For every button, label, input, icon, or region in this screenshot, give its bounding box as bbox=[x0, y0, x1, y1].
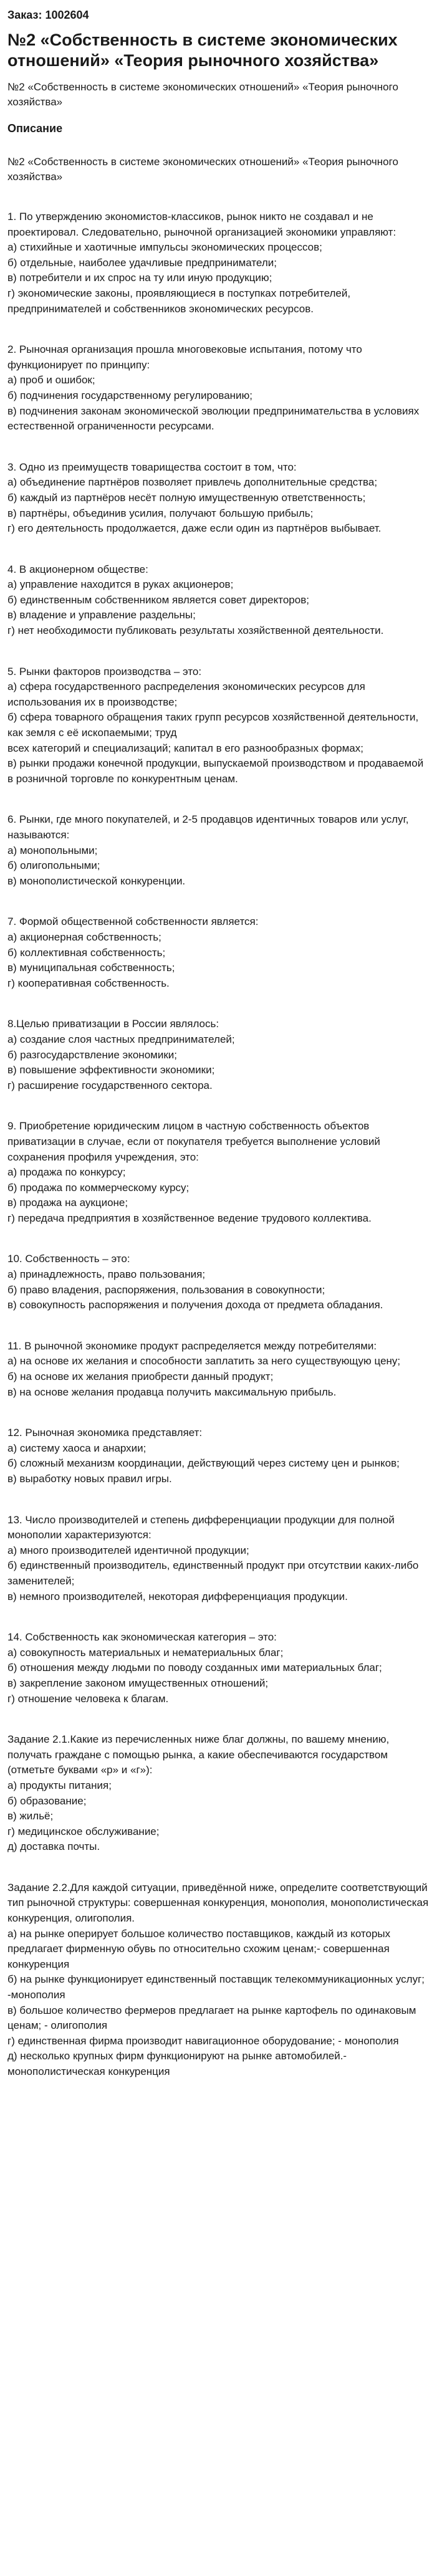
question-block bbox=[7, 664, 430, 787]
question-text: 10. Собственность – это: bbox=[7, 1253, 130, 1265]
question-block bbox=[7, 1119, 430, 1226]
answer-option: а) принадлежность, право пользования; bbox=[7, 1268, 206, 1281]
answer-option: г) экономические законы, проявляющиеся в поступках потребителей, предпринимателей и собственников экономических ресурсов. bbox=[7, 287, 351, 315]
question-text: 2. Рыночная организация прошла многовековые испытания, потому что функционирует по принципу: bbox=[7, 343, 362, 371]
answer-option: г) отношение человека к благам. bbox=[7, 1692, 169, 1705]
answer-option: а) систему хаоса и анархии; bbox=[7, 1442, 146, 1454]
answer-option: в) владение и управление раздельны; bbox=[7, 609, 196, 621]
answer-option: г) нет необходимости публиковать результаты хозяйственной деятельности. bbox=[7, 625, 384, 637]
answer-option: а) много производителей идентичной продукции; bbox=[7, 1544, 249, 1556]
answer-option: б) олигопольными; bbox=[7, 859, 100, 872]
answer-option: б) на рынке функционирует единственный поставщик телекоммуникационных услуг; -монополия bbox=[7, 1973, 425, 2001]
answer-option: б) сфера товарного обращения таких групп ресурсов хозяйственной деятельности, как земля с её ископаемыми; труд bbox=[7, 711, 419, 739]
question-block bbox=[7, 1425, 430, 1487]
description-lead: №2 «Собственность в системе экономических отношений» «Теория рыночного хозяйства» bbox=[7, 156, 398, 183]
answer-option: в) выработку новых правил игры. bbox=[7, 1473, 172, 1485]
answer-option: в) муниципальная собственность; bbox=[7, 962, 175, 974]
answer-option: б) право владения, распоряжения, пользования в совокупности; bbox=[7, 1283, 325, 1296]
page-subtitle: №2 «Собственность в системе экономических отношений» «Теория рыночного хозяйства» bbox=[7, 81, 398, 108]
answer-option: в) большое количество фермеров предлагает на рынке картофель по одинаковым ценам; - олигополия bbox=[7, 2004, 416, 2032]
question-block bbox=[7, 1880, 430, 2080]
question-text: 9. Приобретение юридическим лицом в частную собственность объектов приватизации в случае, если от покупателя требуется выполнение условий сохранения профиля учреждения, это: bbox=[7, 1120, 380, 1163]
answer-option: а) совокупность материальных и нематериальных благ; bbox=[7, 1646, 284, 1659]
answer-option: в) рынки продажи конечной продукции, выпускаемой производством и продаваемой в розничной торговле по конкурентным ценам. bbox=[7, 757, 424, 785]
question-text: 5. Рынки факторов производства – это: bbox=[7, 665, 202, 678]
answer-option: д) несколько крупных фирм функционируют на рынке автомобилей.- монополистическая конкуренция bbox=[7, 2050, 347, 2077]
question-text: 14. Собственность как экономическая категория – это: bbox=[7, 1631, 277, 1644]
answer-option: в) жильё; bbox=[7, 1810, 54, 1822]
question-text: Задание 2.1.Какие из перечисленных ниже благ должны, по вашему мнению, получать граждане с помощью рынка, а какие обеспечиваются государством (отметьте буквами «р» и «г»): bbox=[7, 1733, 390, 1776]
answer-option: г) медицинское обслуживание; bbox=[7, 1825, 160, 1837]
question-block bbox=[7, 1732, 430, 1855]
question-text: 7. Формой общественной собственности является: bbox=[7, 916, 259, 928]
answer-option: а) управление находится в руках акционеров; bbox=[7, 578, 234, 591]
answer-option: в) партнёры, объединив усилия, получают большую прибыль; bbox=[7, 507, 314, 519]
description-heading: Описание bbox=[7, 122, 63, 135]
answer-option: а) на основе их желания и способности заплатить за него существующую цену; bbox=[7, 1355, 401, 1367]
answer-option: б) продажа по коммерческому курсу; bbox=[7, 1181, 190, 1194]
question-list bbox=[7, 209, 430, 2080]
answer-option: а) объединение партнёров позволяет привлечь дополнительные средства; bbox=[7, 476, 378, 489]
answer-option: а) монопольными; bbox=[7, 844, 98, 856]
answer-option: б) единственным собственником является совет директоров; bbox=[7, 593, 309, 606]
question-block bbox=[7, 1339, 430, 1400]
question-block bbox=[7, 1630, 430, 1707]
answer-option: а) стихийные и хаотичные импульсы экономических процессов; bbox=[7, 241, 322, 254]
question-text: 4. В акционерном обществе: bbox=[7, 563, 148, 575]
question-block bbox=[7, 1513, 430, 1605]
answer-option: б) разгосударствление экономики; bbox=[7, 1048, 177, 1061]
answer-option: в) повышение эффективности экономики; bbox=[7, 1064, 215, 1076]
answer-option: в) продажа на аукционе; bbox=[7, 1197, 128, 1209]
answer-option: а) продажа по конкурсу; bbox=[7, 1166, 126, 1179]
answer-option: а) на рынке оперирует большое количество поставщиков, каждый из которых предлагает фирменную обувь по относительно схожим ценам;- совершенная конкуренция bbox=[7, 1927, 391, 1970]
answer-option: б) каждый из партнёров несёт полную имущественную ответственность; bbox=[7, 491, 366, 504]
question-block bbox=[7, 460, 430, 537]
question-text: 12. Рыночная экономика представляет: bbox=[7, 1427, 203, 1439]
question-block bbox=[7, 562, 430, 639]
answer-option: б) отношения между людьми по поводу созданных ими материальных благ; bbox=[7, 1662, 382, 1674]
question-block bbox=[7, 342, 430, 434]
answer-option: б) коллективная собственность; bbox=[7, 946, 166, 959]
answer-option: всех категорий и специализаций; капитал в его разнообразных формах; bbox=[7, 742, 363, 754]
answer-option: г) его деятельность продолжается, даже если один из партнёров выбывает. bbox=[7, 522, 382, 535]
question-text: 3. Одно из преимуществ товарищества состоит в том, что: bbox=[7, 461, 297, 473]
answer-option: г) кооперативная собственность. bbox=[7, 977, 170, 989]
answer-option: а) создание слоя частных предпринимателей; bbox=[7, 1033, 235, 1045]
question-text: 1. По утверждению экономистов-классиков, рынок никто не создавал и не проектировал. Следовательно, рыночной организацией экономики управляют: bbox=[7, 211, 396, 238]
answer-option: г) единственная фирма производит навигационное оборудование; - монополия bbox=[7, 2034, 399, 2047]
question-block bbox=[7, 209, 430, 317]
question-block bbox=[7, 1252, 430, 1313]
answer-option: б) сложный механизм координации, действующий через систему цен и рынков; bbox=[7, 1457, 400, 1470]
answer-option: г) передача предприятия в хозяйственное ведение трудового коллектива. bbox=[7, 1212, 372, 1224]
question-text: Задание 2.2.Для каждой ситуации, приведённой ниже, определите соответствующий тип рыночной структуры: совершенная конкуренция, монополия, монополистическая конкуренция, олигополия. bbox=[7, 1881, 429, 1925]
question-text: 13. Число производителей и степень дифференциации продукции для полной монополии характеризуются: bbox=[7, 1513, 395, 1541]
answer-option: в) потребители и их спрос на ту или иную продукцию; bbox=[7, 272, 272, 284]
answer-option: б) на основе их желания приобрести данный продукт; bbox=[7, 1371, 274, 1383]
answer-option: в) монополистической конкуренции. bbox=[7, 874, 186, 887]
answer-option: б) образование; bbox=[7, 1794, 87, 1807]
answer-option: а) сфера государственного распределения экономических ресурсов для использования их в производстве; bbox=[7, 681, 365, 708]
answer-option: а) акционерная собственность; bbox=[7, 931, 161, 943]
question-text: 6. Рынки, где много покупателей, и 2-5 продавцов идентичных товаров или услуг, называются: bbox=[7, 813, 409, 841]
answer-option: в) закрепление законом имущественных отношений; bbox=[7, 1677, 269, 1689]
answer-option: а) продукты питания; bbox=[7, 1779, 112, 1791]
answer-option: б) подчинения государственному регулированию; bbox=[7, 389, 253, 401]
answer-option: г) расширение государственного сектора. bbox=[7, 1079, 213, 1091]
page-title: №2 «Собственность в системе экономических отношений» «Теория рыночного хозяйства» bbox=[7, 31, 398, 70]
question-block bbox=[7, 1017, 430, 1093]
answer-option: б) отдельные, наиболее удачливые предприниматели; bbox=[7, 256, 277, 269]
question-block bbox=[7, 914, 430, 991]
question-text: 11. В рыночной экономике продукт распределяется между потребителями: bbox=[7, 1339, 377, 1352]
answer-option: б) единственный производитель, единственный продукт при отсутствии каких-либо заменителей; bbox=[7, 1559, 419, 1587]
answer-option: в) на основе желания продавца получить максимальную прибыль. bbox=[7, 1386, 337, 1398]
order-number: Заказ: 1002604 bbox=[7, 9, 89, 21]
question-block bbox=[7, 812, 430, 889]
answer-option: д) доставка почты. bbox=[7, 1841, 100, 1853]
question-text: 8.Целью приватизации в России являлось: bbox=[7, 1018, 219, 1030]
answer-option: а) проб и ошибок; bbox=[7, 374, 95, 386]
answer-option: в) совокупность распоряжения и получения дохода от предмета обладания. bbox=[7, 1299, 383, 1311]
answer-option: в) немного производителей, некоторая дифференциация продукции. bbox=[7, 1590, 348, 1602]
answer-option: в) подчинения законам экономической эволюции предпринимательства в условиях естественной ограниченности ресурсами. bbox=[7, 405, 420, 433]
